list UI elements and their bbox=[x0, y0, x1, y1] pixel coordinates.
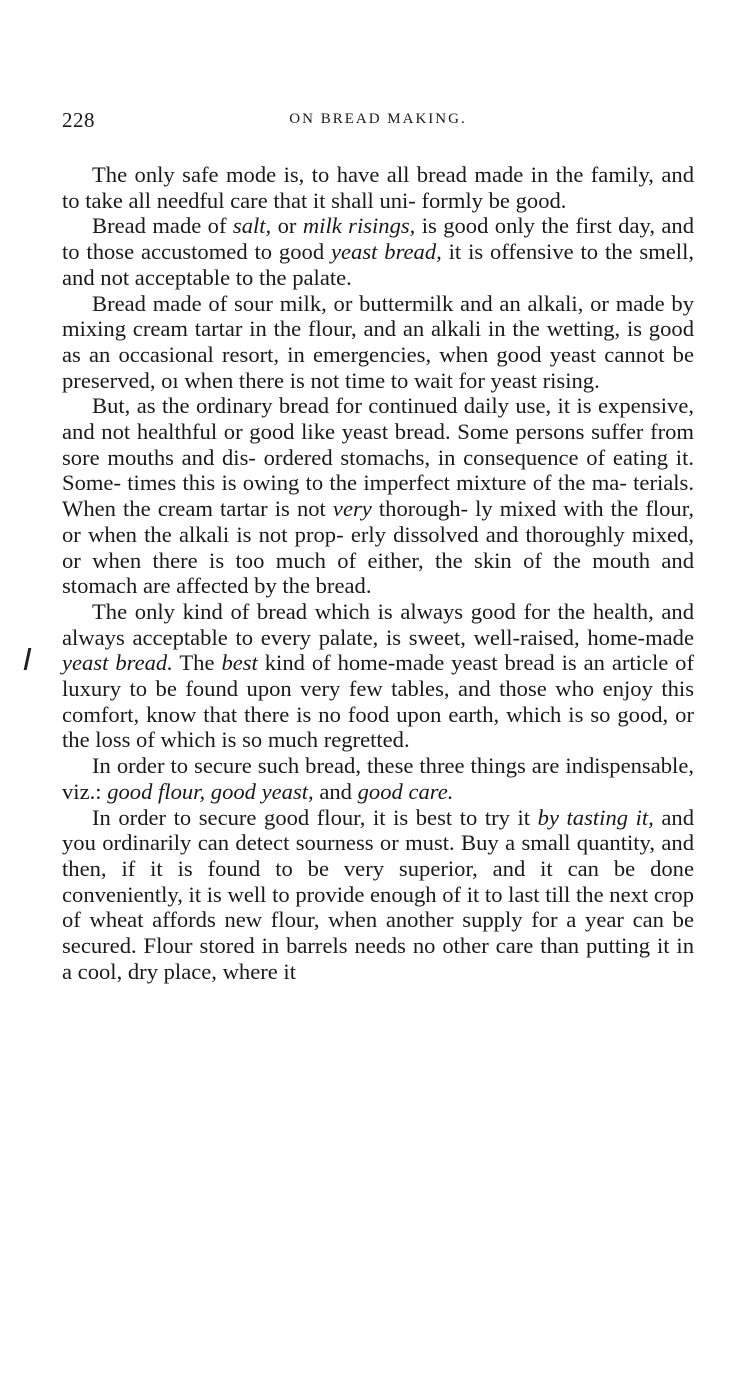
text-run: and bbox=[313, 778, 358, 804]
text-run: But, as the ordinary bread for continued daily use, it is expensive, and not healthful or good like yeast bread. Some persons suffer from sore mouths and dis- ordered stomachs, in consequence of eating it. Some- times this is owing to the imperfect mixture of the ma- terials. When the cream tartar is not bbox=[62, 393, 694, 522]
paragraph bbox=[62, 393, 694, 599]
text-run: Bread made of sour milk, or buttermilk and an alkali, or made by mixing cream tartar in the flour, and an alkali in the wetting, is good as an occasional resort, in emergencies, when good yeast cannot be preserved, oı when there is not time to wait for yeast rising. bbox=[62, 290, 694, 393]
text-run: In order to secure good flour, it is best to try it bbox=[92, 804, 538, 830]
text-run: The only safe mode is, to have all bread made in the family, and to take all needful care that it shall uni- formly be good. bbox=[62, 162, 694, 213]
italic-phrase: yeast bread. bbox=[62, 650, 173, 676]
body-text bbox=[62, 162, 694, 985]
text-run: The only kind of bread which is always good for the health, and always acceptable to every palate, is sweet, well-raised, home-made bbox=[62, 598, 694, 650]
paragraph bbox=[62, 805, 694, 985]
italic-phrase: best bbox=[221, 650, 258, 676]
paragraph bbox=[62, 599, 694, 753]
text-run: The bbox=[172, 650, 222, 676]
margin-mark bbox=[24, 648, 32, 670]
italic-phrase: by tasting it, bbox=[537, 804, 654, 830]
text-run: and you ordinarily can detect sourness or must. Buy a small quantity, and then, if it is found to be very superior, and it can be done conveniently, it is well to provide enough of it to last till the next crop of wheat affords new flour, when another supply for a year can be secured. Flour stored in barrels needs no other care than putting it in a cool, dry place, where it bbox=[62, 804, 694, 984]
text-run: is good only the first day, and to those accustomed to good bbox=[62, 213, 694, 265]
italic-phrase: milk risings, bbox=[302, 213, 416, 239]
paragraph bbox=[62, 753, 694, 804]
text-run: kind of home-made yeast bread is an article of luxury to be found upon very few tables, and those who enjoy this comfort, know that there is no food upon earth, which is so good, or the loss of which is so much regretted. bbox=[62, 650, 695, 753]
paragraph bbox=[62, 291, 694, 394]
italic-phrase: yeast bread, bbox=[330, 239, 442, 265]
italic-phrase: good care. bbox=[357, 778, 454, 804]
text-run: it is offensive to the smell, and not acceptable to the palate. bbox=[62, 239, 695, 290]
book-page bbox=[62, 108, 694, 985]
page-number: 228 bbox=[62, 108, 95, 132]
paragraph bbox=[62, 162, 694, 213]
text-run: Bread made of bbox=[92, 213, 233, 239]
paragraph bbox=[62, 213, 694, 290]
italic-phrase: good flour, bbox=[107, 778, 206, 804]
italic-phrase: salt, bbox=[232, 213, 272, 239]
running-head: ON BREAD MAKING. bbox=[289, 111, 467, 127]
text-run: thorough- ly mixed with the flour, or when the alkali is not prop- erly dissolved and thoroughly mixed, or when there is too much of either, the skin of the mouth and stomach are affected by the bread. bbox=[62, 496, 694, 599]
text-run: or bbox=[271, 213, 303, 239]
italic-phrase: very bbox=[332, 496, 372, 522]
page-header bbox=[62, 108, 694, 134]
text-run: In order to secure such bread, these three things are indispensable, viz.: bbox=[62, 753, 694, 804]
italic-phrase: good yeast, bbox=[210, 778, 314, 804]
